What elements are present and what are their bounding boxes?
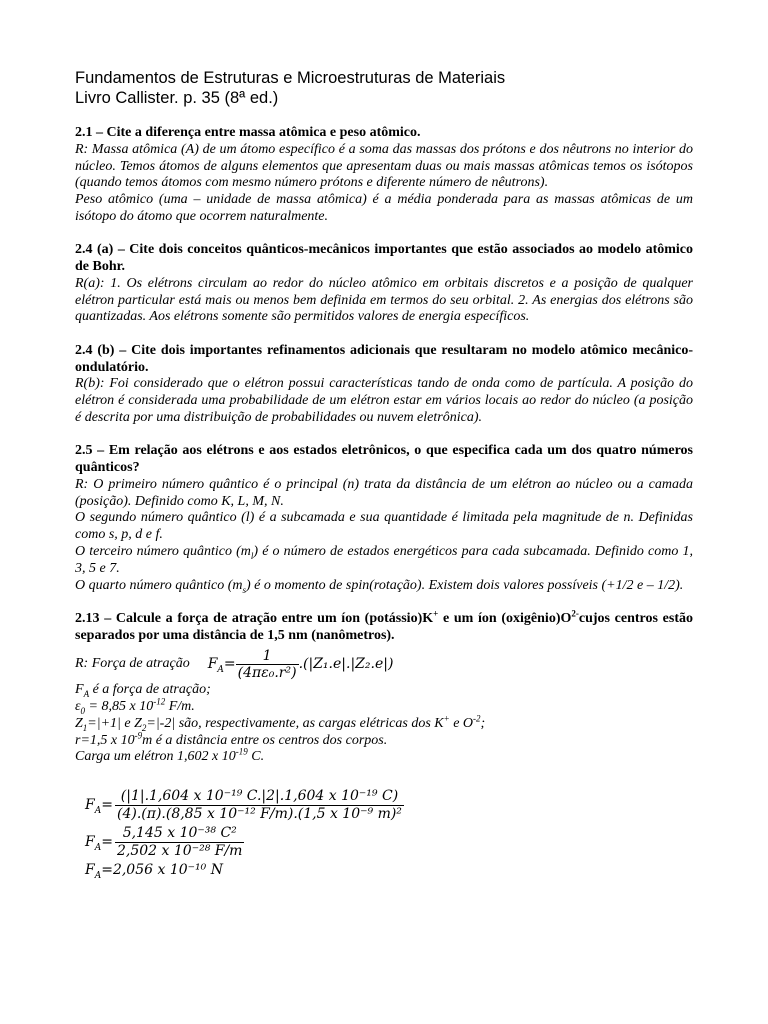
answer-2-4b: R(b): Foi considerado que o elétron possui características tando de onda como de partícula. A posição do elétron é considerada uma probabilidade de um elétron estar em vários locais ao redor do núcleo (a posição é descrita por uma distribuição de probabilidades ou nuvem eletrônica). [75,376,693,425]
answer-2-1-part1: R: Massa atômica (A) de um átomo específico é a soma das massas dos prótons e dos nêutrons no interior do núcleo. Temos átomos de alguns elementos que apresentam duas ou mais massas atômicas temos os isótopos (quando temos átomos com mesmo número prótons e diferente número de nêutrons). [75,141,693,191]
calc-result: $F_A$ =2,056 x 10⁻¹⁰ N [85,862,223,881]
answer-2-5-n: R: O primeiro número quântico é o principal (n) trata da distância de um elétron ao núcleo ou a camada (posição). Definido como K, L, M, N. [75,476,693,509]
formula-label: R: Força de atração [75,656,190,672]
calculation-block [85,788,693,879]
section-2-13 [75,608,693,881]
section-2-5 [75,443,693,594]
calc-step-2: $F_A=$ $\frac{\text{5,145 x 10⁻³⁸ C²}}{\text{2,502 x 10⁻²⁸ F/m}}$ [85,825,243,860]
answer-2-5-l: O segundo número quântico (l) é a subcamada e sua quantidade é limitada pela magnitude de n. Definidas como s, p, d e f. [75,510,693,543]
variable-epsilon: $\varepsilon_0 = 8,85$ x $10^{-12}$ F/m. [75,696,195,716]
variable-z: $Z_1=|+1|$ e $Z_2=|-2|$ são, respectivamente, as cargas elétricas dos K+ e $O^{-2}$; [75,713,486,733]
variable-charge: Carga um elétron 1,602 x $10^{-19}$ C. [75,746,265,765]
coulomb-formula [75,648,693,683]
section-2-1 [75,125,693,226]
formula-charges: .(|Z₁.e|.|Z₂.e|) [298,656,394,673]
section-2-4a [75,242,693,326]
answer-2-5-ms: O quarto número quântico $(m_s)$ é o momento de spin(rotação). Existem dois valores possíveis (+1/2 e – 1/2). [75,577,684,595]
header-subtitle: Livro Callister. p. 35 (8ª ed.) [75,89,279,107]
answer-2-1-part2: Peso atômico (uma – unidade de massa atômica) é a média ponderada para as massas atômicas de um isótopo do átomo que ocorrem naturalmente. [75,192,693,224]
question-2-5: 2.5 – Em relação aos elétrons e aos estados eletrônicos, o que especifica cada um dos quatro números quânticos? [75,443,693,476]
variable-fa: $F_A$ é a força de atração; [75,682,211,699]
formula-fraction: $\frac{1}{\text{(4πε₀.r²)}}$ [237,647,297,682]
document-body [75,125,693,881]
section-2-4b [75,343,693,427]
question-2-13: 2.13 – Calcule a força de atração entre um íon (potássio)K+ e um íon $(oxigênio)O^{2-}cujos$ centros estão separados por uma distância de 1,5 nm (nanômetros). [75,608,693,643]
calc-step-1: $F_A=$ $\frac{\text{(|1|.1,604 x 10⁻¹⁹ C.|2|.1,604 x 10⁻¹⁹ C)}}{\text{(4).(π).(8,85 x 10⁻¹² F/m).(1,5 x 10⁻⁹ m)²}}$ [85,788,402,823]
question-2-4a: 2.4 (a) – Cite dois conceitos quânticos-mecânicos importantes que estão associados ao modelo atômico de Bohr. [75,242,693,275]
answer-2-4a: R(a): 1. Os elétrons circulam ao redor do núcleo atômico em orbitais discretos e a posição de qualquer elétron particular está mais ou menos bem definida em termos do seu orbital. 2. As energias dos elétrons são quantizadas. Aos elétrons somente são permitidos valores de energia específicos. [75,275,693,325]
header-title: Fundamentos de Estruturas e Microestruturas de Materiais [75,69,506,87]
formula-lhs: $F_A=$ [207,656,236,676]
question-2-4b: 2.4 (b) – Cite dois importantes refinamentos adicionais que resultaram no modelo atômico mecânico-ondulatório. [75,342,693,375]
question-2-1: 2.1 – Cite a diferença entre massa atômica e peso atômico. [75,125,421,140]
answer-2-5-ml: O terceiro número quântico $(m_l)$ é o número de estados energéticos para cada subcamada. Definido como 1, 3, 5 e 7. [75,544,693,576]
document-header [75,68,505,108]
variable-r: r=1,5 x $10^{-9}m$ é a distância entre os centros dos corpos. [75,729,388,748]
